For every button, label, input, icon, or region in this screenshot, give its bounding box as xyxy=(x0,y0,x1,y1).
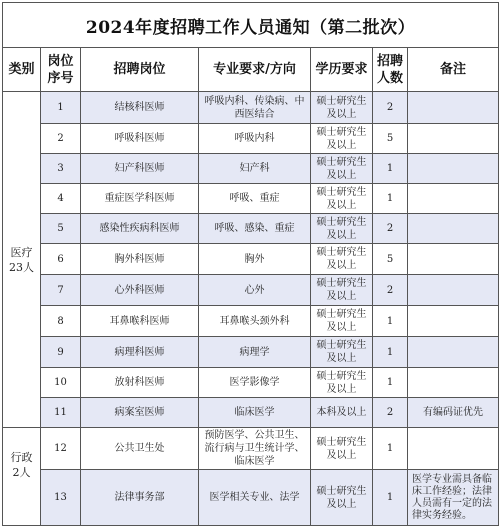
education-cell: 硕士研究生及以上 xyxy=(311,154,373,184)
education-cell: 硕士研究生及以上 xyxy=(311,368,373,398)
table-row xyxy=(3,275,499,306)
position-cell: 病案室医师 xyxy=(81,398,199,428)
table-row xyxy=(3,398,499,428)
seq-cell: 6 xyxy=(41,244,81,275)
major-cell: 胸外 xyxy=(199,244,311,275)
position-cell: 病理科医师 xyxy=(81,337,199,368)
position-cell: 呼吸科医师 xyxy=(81,124,199,154)
header-notes: 备注 xyxy=(408,48,499,92)
notes-cell xyxy=(408,337,499,368)
notes-cell xyxy=(408,154,499,184)
education-cell: 硕士研究生及以上 xyxy=(311,92,373,124)
major-cell: 预防医学、公共卫生、流行病与卫生统计学、临床医学 xyxy=(199,428,311,470)
major-cell: 呼吸内科、传染病、中西医结合 xyxy=(199,92,311,124)
header-count: 招聘 人数 xyxy=(373,48,408,92)
seq-cell: 5 xyxy=(41,214,81,244)
position-cell: 法律事务部 xyxy=(81,470,199,526)
category-cell-admin: 行政 2人 xyxy=(3,428,41,526)
count-cell: 5 xyxy=(373,244,408,275)
position-cell: 结核科医师 xyxy=(81,92,199,124)
notes-cell xyxy=(408,184,499,214)
seq-cell: 8 xyxy=(41,306,81,337)
position-cell: 耳鼻喉科医师 xyxy=(81,306,199,337)
education-cell: 硕士研究生及以上 xyxy=(311,306,373,337)
table-row xyxy=(3,368,499,398)
position-cell: 公共卫生处 xyxy=(81,428,199,470)
seq-cell: 13 xyxy=(41,470,81,526)
seq-cell: 3 xyxy=(41,154,81,184)
count-cell: 2 xyxy=(373,92,408,124)
seq-cell: 7 xyxy=(41,275,81,306)
count-cell: 1 xyxy=(373,428,408,470)
education-cell: 硕士研究生及以上 xyxy=(311,124,373,154)
table-row xyxy=(3,92,499,124)
position-cell: 放射科医师 xyxy=(81,368,199,398)
notes-cell xyxy=(408,306,499,337)
header-education: 学历要求 xyxy=(311,48,373,92)
notes-cell xyxy=(408,275,499,306)
count-cell: 1 xyxy=(373,154,408,184)
major-cell: 呼吸、重症 xyxy=(199,184,311,214)
count-cell: 1 xyxy=(373,184,408,214)
count-cell: 1 xyxy=(373,470,408,526)
major-cell: 临床医学 xyxy=(199,398,311,428)
seq-cell: 4 xyxy=(41,184,81,214)
notes-cell xyxy=(408,214,499,244)
major-cell: 病理学 xyxy=(199,337,311,368)
education-cell: 硕士研究生及以上 xyxy=(311,337,373,368)
major-cell: 医学影像学 xyxy=(199,368,311,398)
seq-cell: 9 xyxy=(41,337,81,368)
notes-cell xyxy=(408,428,499,470)
major-cell: 耳鼻喉头颈外科 xyxy=(199,306,311,337)
position-cell: 胸外科医师 xyxy=(81,244,199,275)
education-cell: 硕士研究生及以上 xyxy=(311,214,373,244)
major-cell: 呼吸内科 xyxy=(199,124,311,154)
seq-cell: 11 xyxy=(41,398,81,428)
seq-cell: 1 xyxy=(41,92,81,124)
count-cell: 1 xyxy=(373,306,408,337)
category-cell-medical: 医疗 23人 xyxy=(3,92,41,428)
count-cell: 2 xyxy=(373,214,408,244)
count-cell: 1 xyxy=(373,368,408,398)
header-seq: 岗位 序号 xyxy=(41,48,81,92)
table-row xyxy=(3,337,499,368)
count-cell: 2 xyxy=(373,398,408,428)
major-cell: 呼吸、感染、重症 xyxy=(199,214,311,244)
table-row xyxy=(3,428,499,470)
notes-cell: 有编码证优先 xyxy=(408,398,499,428)
position-cell: 重症医学科医师 xyxy=(81,184,199,214)
notes-cell: 医学专业需具备临床工作经验；法律人员需有一定的法律实务经验。 xyxy=(408,470,499,526)
notice-page xyxy=(2,2,498,521)
notes-cell xyxy=(408,368,499,398)
major-cell: 医学相关专业、法学 xyxy=(199,470,311,526)
header-major: 专业要求/方向 xyxy=(199,48,311,92)
education-cell: 硕士研究生及以上 xyxy=(311,184,373,214)
header-row xyxy=(3,48,499,92)
seq-cell: 10 xyxy=(41,368,81,398)
position-cell: 妇产科医师 xyxy=(81,154,199,184)
seq-cell: 2 xyxy=(41,124,81,154)
table-row xyxy=(3,214,499,244)
table-row xyxy=(3,470,499,526)
notes-cell xyxy=(408,124,499,154)
table-row xyxy=(3,124,499,154)
count-cell: 5 xyxy=(373,124,408,154)
education-cell: 硕士研究生及以上 xyxy=(311,470,373,526)
seq-cell: 12 xyxy=(41,428,81,470)
major-cell: 心外 xyxy=(199,275,311,306)
education-cell: 本科及以上 xyxy=(311,398,373,428)
notes-cell xyxy=(408,244,499,275)
education-cell: 硕士研究生及以上 xyxy=(311,275,373,306)
education-cell: 硕士研究生及以上 xyxy=(311,428,373,470)
table-row xyxy=(3,154,499,184)
header-position: 招聘岗位 xyxy=(81,48,199,92)
position-cell: 心外科医师 xyxy=(81,275,199,306)
education-cell: 硕士研究生及以上 xyxy=(311,244,373,275)
table-row xyxy=(3,184,499,214)
notes-cell xyxy=(408,92,499,124)
major-cell: 妇产科 xyxy=(199,154,311,184)
recruitment-table xyxy=(2,2,499,526)
table-row xyxy=(3,306,499,337)
count-cell: 2 xyxy=(373,275,408,306)
page-title: 2024年度招聘工作人员通知（第二批次） xyxy=(3,3,499,48)
count-cell: 1 xyxy=(373,337,408,368)
header-category: 类别 xyxy=(3,48,41,92)
table-row xyxy=(3,244,499,275)
position-cell: 感染性疾病科医师 xyxy=(81,214,199,244)
